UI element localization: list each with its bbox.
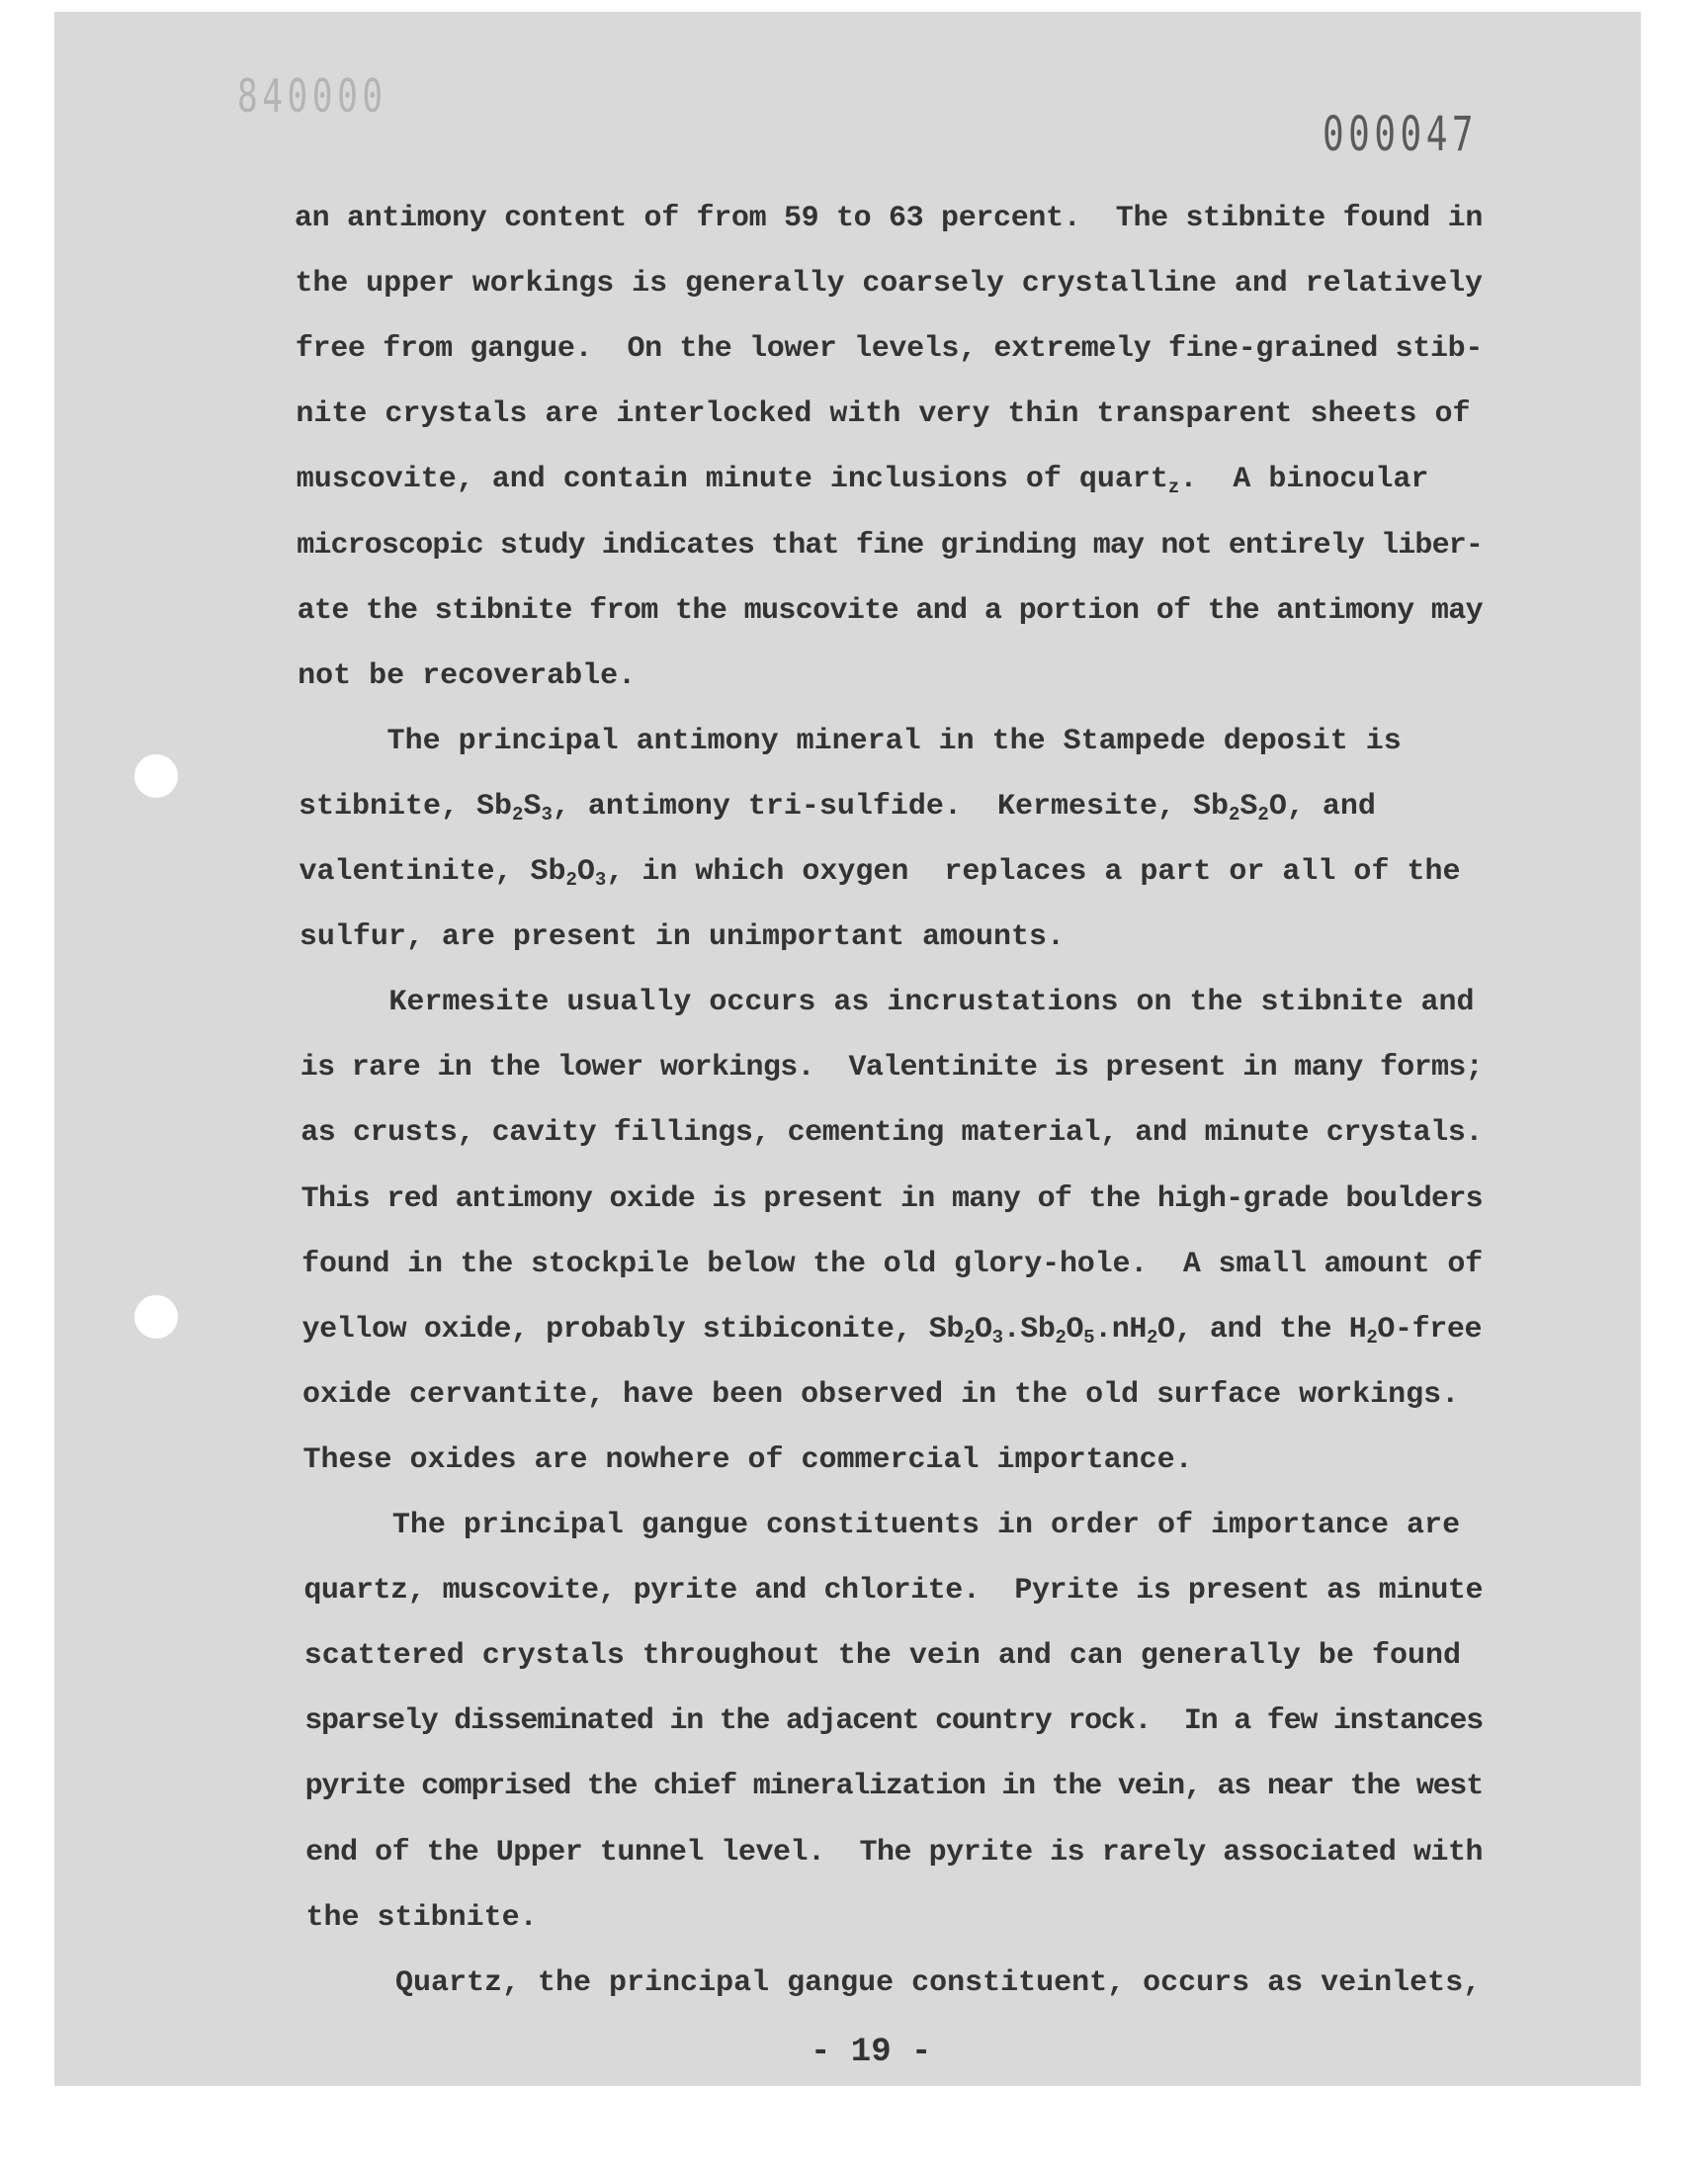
text-run: stibnite, Sb <box>299 789 513 824</box>
text-line <box>0 1574 1708 1609</box>
subscript: 3 <box>991 1326 1003 1348</box>
text-run: free from gangue. On the lower levels, extremely fine-grained stib- <box>295 332 1483 367</box>
text-line <box>0 397 1708 432</box>
text-run: O <box>1066 1312 1084 1347</box>
text-line <box>0 1965 1708 2000</box>
text-line <box>0 1116 1708 1151</box>
text-run: pyrite comprised the chief mineralization in the vein, as near the west <box>304 1770 1483 1804</box>
subscript: 2 <box>1055 1326 1067 1348</box>
text-run: sparsely disseminated in the adjacent country rock. In a few instances <box>304 1704 1484 1739</box>
text-run: Kermesite usually occurs as incrustations on the stibnite and <box>299 986 1475 1020</box>
text-line <box>0 528 1708 563</box>
text-run: sulfur, are present in unimportant amounts. <box>299 920 1066 955</box>
text-run: O <box>974 1312 992 1347</box>
text-run: scattered crystals throughout the vein and can generally be found <box>303 1639 1461 1674</box>
text-run: the upper workings is generally coarsely crystalline and relatively <box>295 267 1483 302</box>
text-run: O-free <box>1377 1312 1483 1347</box>
text-run: quartz, muscovite, pyrite and chlorite. Pyrite is present as minute <box>303 1574 1483 1609</box>
subscript: 3 <box>541 803 553 826</box>
document-stamp-faded: 840000 <box>237 69 387 123</box>
subscript: 2 <box>963 1326 975 1348</box>
text-line <box>0 789 1708 826</box>
text-line <box>0 658 1708 693</box>
text-run: The principal gangue constituents in order of importance are <box>302 1509 1461 1542</box>
text-run: not be recoverable. <box>298 658 637 693</box>
text-run: O <box>576 855 595 889</box>
text-run: Quartz, the principal gangue constituent, occurs as veinlets, <box>306 1965 1482 2000</box>
subscript: 2 <box>1229 803 1240 826</box>
text-run: These oxides are nowhere of commercial importance. <box>302 1442 1193 1477</box>
subscript: 2 <box>1366 1326 1378 1348</box>
text-run: an antimony content of from 59 to 63 percent. The stibnite found in <box>295 202 1483 235</box>
text-line <box>0 1704 1708 1739</box>
text-line <box>0 1377 1708 1412</box>
text-line <box>0 986 1708 1020</box>
text-line <box>0 1051 1708 1086</box>
text-run: , antimony tri-sulfide. Kermesite, Sb <box>552 789 1229 824</box>
text-run: end of the Upper tunnel level. The pyrite is rarely associated with <box>305 1835 1484 1870</box>
text-run: This red antimony oxide is present in many of the high-grade boulders <box>300 1181 1483 1216</box>
text-line <box>0 1835 1708 1870</box>
text-run: . A binocular <box>1179 463 1429 497</box>
text-run: valentinite, Sb <box>299 855 566 889</box>
text-line <box>0 1770 1708 1804</box>
text-run: found in the stockpile below the old glory-hole. A small amount of <box>301 1247 1483 1281</box>
subscript: 2 <box>512 803 524 826</box>
text-line <box>0 920 1708 955</box>
text-run: muscovite, and contain minute inclusions of quart <box>296 463 1168 497</box>
text-line <box>0 1247 1708 1281</box>
text-line <box>0 204 1708 233</box>
text-run: ate the stibnite from the muscovite and a portion of the antimony may <box>297 593 1483 628</box>
subscript: 3 <box>594 869 607 891</box>
text-run: oxide cervantite, have been observed in the old surface workings. <box>302 1377 1460 1412</box>
text-run: S <box>1239 789 1258 824</box>
subscript: 2 <box>1257 803 1269 826</box>
text-line <box>0 1312 1708 1348</box>
text-run: .nH <box>1094 1312 1147 1347</box>
text-run: , in which oxygen replaces a part or all of the <box>606 855 1461 889</box>
text-line <box>0 332 1708 367</box>
subscript: 2 <box>565 869 577 891</box>
subscript: z <box>1167 477 1180 499</box>
text-run: yellow oxide, probably stibiconite, Sb <box>301 1312 964 1347</box>
text-line <box>0 463 1708 499</box>
text-run: is rare in the lower workings. Valentinite is present in many forms; <box>299 1051 1483 1086</box>
text-line <box>0 593 1708 628</box>
text-run: microscopic study indicates that fine grinding may not entirely liber- <box>297 528 1483 563</box>
text-line <box>0 1181 1708 1216</box>
text-run: The principal antimony mineral in the Stampede deposit is <box>298 724 1402 758</box>
subscript: 5 <box>1083 1326 1095 1348</box>
text-run: .Sb <box>1002 1312 1056 1347</box>
text-line <box>0 724 1708 758</box>
document-stamp-number: 000047 <box>1323 107 1479 162</box>
text-line <box>0 267 1708 302</box>
text-run: O, and <box>1268 789 1376 824</box>
text-run: as crusts, cavity fillings, cementing material, and minute crystals. <box>300 1116 1483 1151</box>
text-line <box>0 1511 1708 1540</box>
text-line <box>0 855 1708 891</box>
text-run: S <box>523 789 542 824</box>
subscript: 2 <box>1146 1326 1157 1348</box>
text-run: nite crystals are interlocked with very thin transparent sheets of <box>296 397 1471 432</box>
text-run: the stibnite. <box>305 1900 538 1935</box>
text-line <box>0 1442 1708 1477</box>
text-line <box>0 1900 1708 1935</box>
text-line <box>0 1639 1708 1674</box>
text-run: O, and the H <box>1157 1312 1367 1347</box>
